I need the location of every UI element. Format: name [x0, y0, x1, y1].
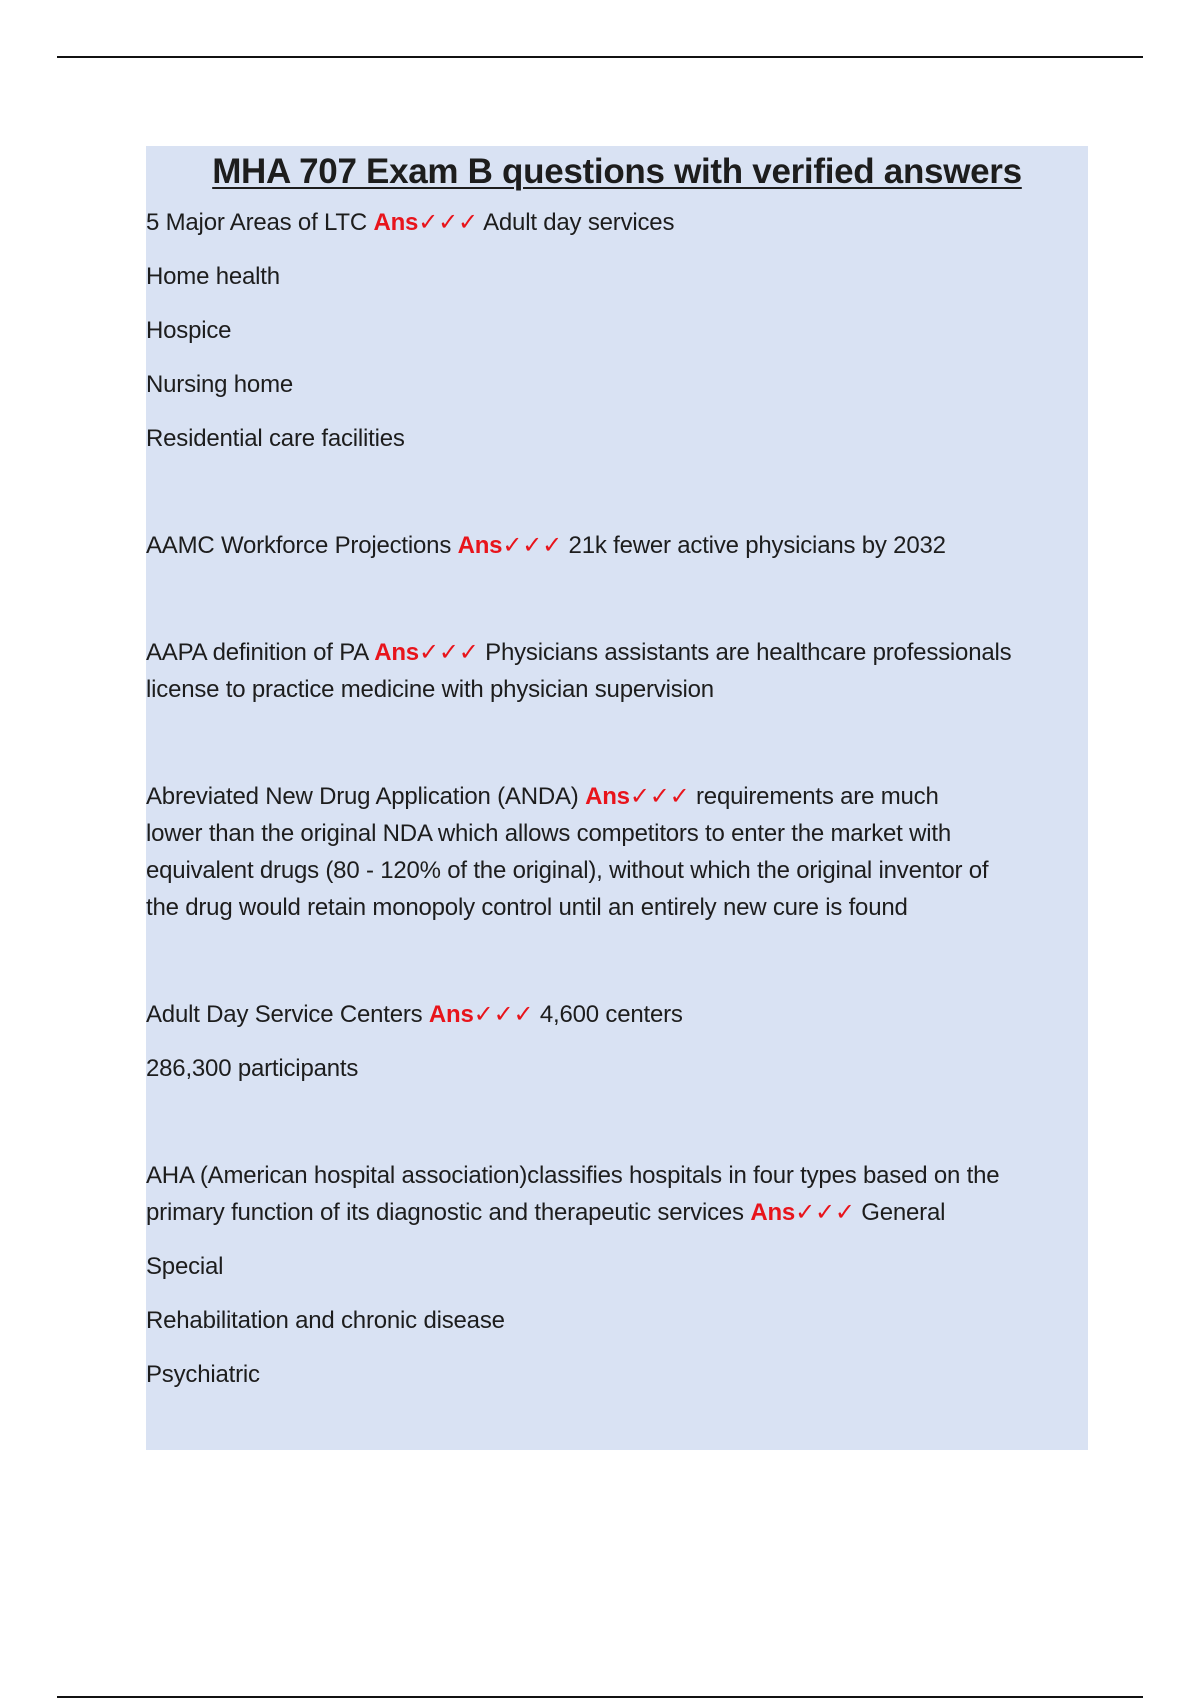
answer-item: Nursing home: [146, 371, 294, 398]
check-marks-icon: ✓✓✓: [418, 639, 479, 666]
check-marks-icon: ✓✓✓: [795, 1199, 855, 1226]
answer-item: Psychiatric: [146, 1361, 260, 1388]
check-marks-icon: ✓✓✓: [473, 1001, 534, 1028]
answer-text: General: [861, 1199, 946, 1226]
footer-rule: [57, 1696, 1143, 1698]
qa-panel: [146, 146, 1088, 1450]
qa-item-anda: [146, 778, 1088, 815]
answer-item: Special: [146, 1253, 224, 1280]
answer-item: Rehabilitation and chronic disease: [146, 1307, 505, 1334]
answer-item: Home health: [146, 263, 280, 290]
answer-continuation: license to practice medicine with physician supervision: [146, 676, 714, 703]
qa-item-adult-day: [146, 996, 1088, 1033]
ans-label: Ans: [457, 532, 503, 559]
answer-text: 4,600 centers: [539, 1001, 683, 1028]
question-text: AAPA definition of PA: [146, 639, 368, 666]
ans-label: Ans: [373, 209, 419, 236]
question-text: AAMC Workforce Projections: [146, 532, 452, 559]
header-rule: [57, 56, 1143, 58]
ans-label: Ans: [585, 783, 630, 810]
question-text: AHA (American hospital association)classifies hospitals in four types based on the: [146, 1162, 1000, 1189]
ans-label: Ans: [374, 639, 419, 666]
answer-item: Hospice: [146, 317, 232, 344]
answer-item: 286,300 participants: [146, 1055, 359, 1082]
document-title: MHA 707 Exam B questions with verified answers: [212, 152, 1022, 191]
qa-item-aamc: [146, 527, 1088, 564]
check-marks-icon: ✓✓✓: [502, 532, 563, 559]
question-text: 5 Major Areas of LTC: [146, 209, 367, 236]
answer-continuation: the drug would retain monopoly control until an entirely new cure is found: [146, 894, 908, 921]
answer-text: Physicians assistants are healthcare professionals: [485, 639, 1012, 666]
answer-item: Residential care facilities: [146, 425, 405, 452]
qa-item-aha: [146, 1194, 1088, 1231]
check-marks-icon: ✓✓✓: [418, 209, 478, 236]
qa-item-aapa: [146, 634, 1088, 671]
answer-continuation: lower than the original NDA which allows competitors to enter the market with: [146, 820, 951, 847]
qa-item-ltc-areas: [146, 204, 1088, 241]
answer-text: 21k fewer active physicians by 2032: [568, 532, 946, 559]
check-marks-icon: ✓✓✓: [629, 783, 690, 810]
question-text: Abreviated New Drug Application (ANDA): [146, 783, 579, 810]
answer-text: requirements are much: [696, 783, 939, 810]
question-text: Adult Day Service Centers: [146, 1001, 423, 1028]
question-text: primary function of its diagnostic and therapeutic services: [146, 1199, 744, 1226]
ans-label: Ans: [750, 1199, 796, 1226]
answer-text: Adult day services: [483, 209, 675, 236]
answer-continuation: equivalent drugs (80 - 120% of the original), without which the original inventor of: [146, 857, 989, 884]
ans-label: Ans: [428, 1001, 474, 1028]
